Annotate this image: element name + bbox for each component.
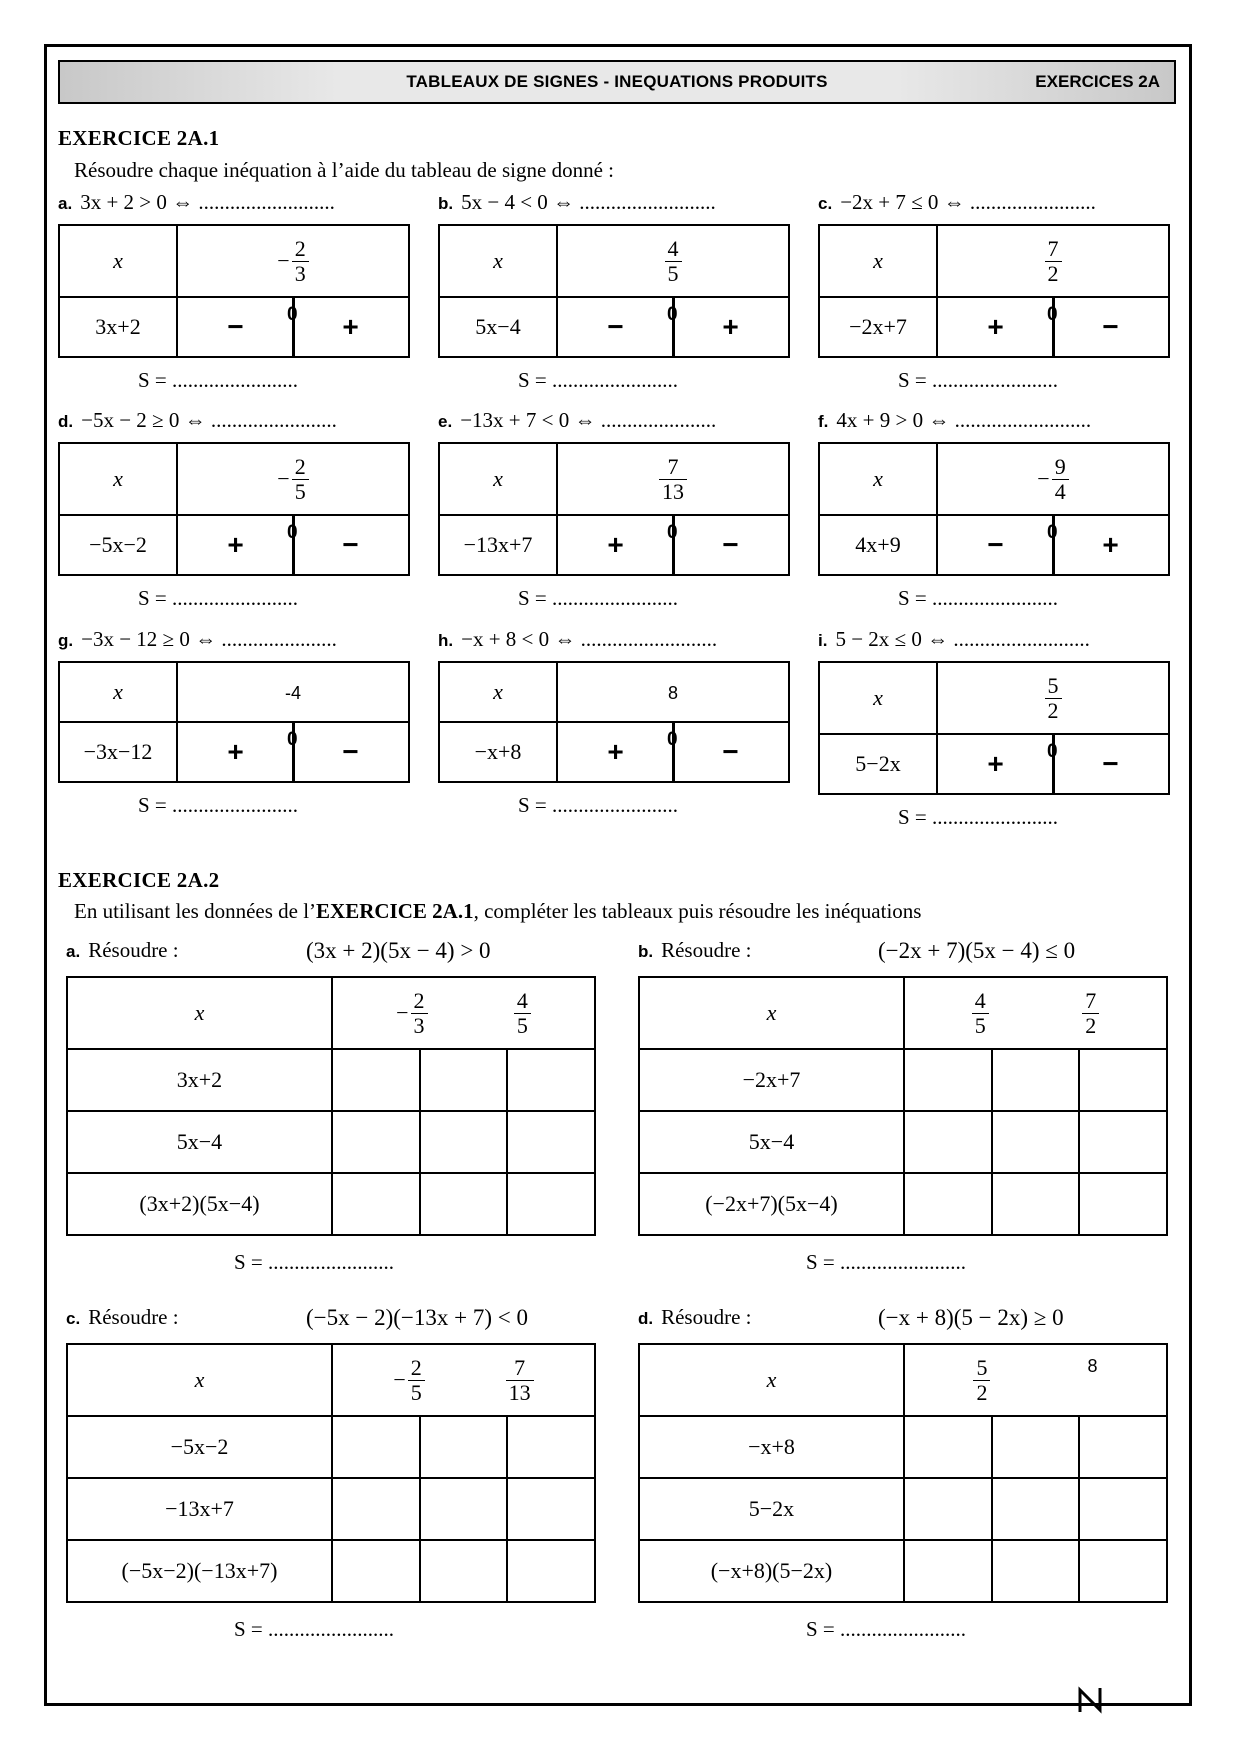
root-numerator: 7	[667, 454, 679, 480]
root-denominator: 5	[514, 1013, 531, 1037]
root-fraction	[506, 1356, 534, 1403]
root-minus: −	[1037, 466, 1050, 491]
empty-sign-cell	[992, 1540, 1080, 1602]
solution-line: S = ........................	[138, 368, 299, 392]
sign-left: +	[607, 529, 624, 560]
inequation-text: −2x + 7 ≤ 0 ⇔ ........................	[840, 190, 1096, 214]
row-expression: −13x+7	[67, 1478, 332, 1540]
x-variable: x	[113, 248, 123, 273]
root-value	[506, 1356, 534, 1403]
root-value	[1045, 673, 1062, 723]
item-letter: b.	[638, 942, 654, 961]
sign-left: +	[227, 529, 244, 560]
row-expression: 5−2x	[639, 1478, 904, 1540]
sign-right: −	[342, 529, 359, 560]
x-header	[59, 225, 177, 297]
exercise-2-intro	[74, 899, 921, 924]
exercise-2-intro-start: En utilisant les données de l’	[74, 899, 317, 923]
solution-line: S = ........................	[138, 586, 299, 610]
product-sign-table	[638, 976, 1168, 1236]
item-letter: h.	[438, 631, 454, 650]
roots-row	[905, 989, 1166, 1036]
sign-right: −	[722, 529, 739, 560]
root-fraction	[292, 237, 309, 284]
sign-table	[818, 442, 1170, 576]
empty-sign-cell	[904, 1540, 992, 1602]
zero-mark: 0	[667, 304, 678, 325]
root-value	[277, 454, 308, 504]
x-header	[439, 225, 557, 297]
root-numerator: 5	[1047, 673, 1059, 699]
inequation-label	[58, 190, 335, 215]
empty-sign-cell	[904, 1416, 992, 1478]
solution-line: S = ........................	[518, 586, 679, 610]
sign-cell	[557, 297, 789, 357]
sign-table	[818, 661, 1170, 795]
sign-left: +	[987, 748, 1004, 779]
exercise-2-title: EXERCICE 2A.2	[58, 868, 220, 892]
solution-line: S = ........................	[898, 368, 1059, 392]
roots-row	[905, 1356, 1166, 1403]
row-expression: (−x+8)(5−2x)	[639, 1540, 904, 1602]
root-fraction	[408, 1356, 425, 1403]
root-fraction	[1045, 237, 1062, 284]
x-header	[819, 662, 937, 734]
root-header	[177, 443, 409, 515]
sign-table	[58, 442, 410, 576]
solution-line: S = ........................	[898, 805, 1059, 829]
root-fraction	[1082, 989, 1099, 1036]
root-header	[557, 662, 789, 722]
sign-left: +	[227, 736, 244, 767]
x-variable: x	[873, 248, 883, 273]
sign-table	[438, 224, 790, 358]
x-variable: x	[194, 1000, 205, 1025]
sign-table	[58, 224, 410, 358]
zero-mark: 0	[1047, 304, 1058, 325]
root-header	[177, 662, 409, 722]
header-title: TABLEAUX DE SIGNES - INEQUATIONS PRODUITS	[406, 72, 828, 91]
root-numerator: 5	[976, 1355, 988, 1381]
x-header	[639, 977, 904, 1049]
root-header	[937, 443, 1169, 515]
exercise-2-label	[66, 1305, 179, 1330]
sign-right: −	[1102, 748, 1119, 779]
root-fraction	[514, 989, 531, 1036]
inequation-text: 3x + 2 > 0 ⇔ ..........................	[80, 190, 335, 214]
empty-sign-cell	[992, 1173, 1080, 1235]
row-expression: (−5x−2)(−13x+7)	[67, 1540, 332, 1602]
empty-sign-cell	[420, 1478, 508, 1540]
solution-line: S = ........................	[234, 1250, 395, 1274]
root-fraction	[973, 1356, 990, 1403]
empty-sign-cell	[332, 1540, 420, 1602]
root-header	[937, 225, 1169, 297]
sign-right: +	[722, 311, 739, 342]
root-numerator: 4	[667, 236, 679, 262]
root-numerator: 7	[1047, 236, 1059, 262]
root-numerator: 4	[974, 988, 986, 1014]
empty-sign-cell	[420, 1049, 508, 1111]
solution-line: S = ........................	[138, 793, 299, 817]
x-variable: x	[113, 679, 123, 704]
sign-cell	[557, 515, 789, 575]
root-value	[1082, 989, 1099, 1036]
root-denominator: 2	[973, 1380, 990, 1404]
expression-cell: 5−2x	[819, 734, 937, 794]
root-plain: 8	[1087, 1356, 1098, 1377]
x-header	[67, 977, 332, 1049]
sign-left: +	[987, 311, 1004, 342]
x-header	[819, 443, 937, 515]
x-variable: x	[493, 248, 503, 273]
roots-header	[904, 977, 1167, 1049]
inequation-text: 5x − 4 < 0 ⇔ ..........................	[461, 190, 716, 214]
sign-table	[438, 442, 790, 576]
sign-table	[438, 661, 790, 783]
solution-line: S = ........................	[518, 793, 679, 817]
item-letter: a.	[58, 194, 73, 213]
sign-cell	[177, 515, 409, 575]
root-fraction	[292, 455, 309, 502]
empty-sign-cell	[1079, 1173, 1167, 1235]
root-fraction	[659, 455, 687, 502]
root-value	[393, 1356, 424, 1403]
row-expression: 5x−4	[67, 1111, 332, 1173]
empty-sign-cell	[332, 1111, 420, 1173]
empty-sign-cell	[420, 1173, 508, 1235]
empty-sign-cell	[507, 1416, 595, 1478]
root-numerator: 2	[413, 988, 425, 1014]
inequation-label	[58, 408, 337, 433]
sign-left: −	[987, 529, 1004, 560]
expression-cell: −x+8	[439, 722, 557, 782]
root-denominator: 5	[972, 1013, 989, 1037]
solution-line: S = ........................	[518, 368, 679, 392]
empty-sign-cell	[507, 1049, 595, 1111]
product-inequation: (−2x + 7)(5x − 4) ≤ 0	[878, 938, 1076, 963]
row-expression: −2x+7	[639, 1049, 904, 1111]
root-numerator: 7	[1085, 988, 1097, 1014]
roots-header	[904, 1344, 1167, 1416]
exercise-2-label	[638, 938, 752, 963]
row-expression: (−2x+7)(5x−4)	[639, 1173, 904, 1235]
inequation-label	[438, 408, 716, 433]
inequation-text: −13x + 7 < 0 ⇔ ......................	[460, 408, 717, 432]
root-value	[973, 1356, 990, 1403]
root-numerator: 2	[294, 236, 306, 262]
root-fraction	[411, 989, 428, 1036]
product-inequation: (3x + 2)(5x − 4) > 0	[306, 938, 491, 963]
root-minus: −	[393, 1367, 406, 1392]
inequation-label	[818, 190, 1096, 215]
item-letter: i.	[818, 631, 828, 650]
empty-sign-cell	[507, 1111, 595, 1173]
inequation-text: 5 − 2x ≤ 0 ⇔ ..........................	[835, 627, 1090, 651]
root-value	[1045, 236, 1062, 286]
root-header	[557, 443, 789, 515]
roots-header	[332, 977, 595, 1049]
root-value	[277, 236, 308, 286]
root-numerator: 2	[410, 1355, 422, 1381]
x-variable: x	[873, 685, 883, 710]
root-value	[665, 236, 682, 286]
item-letter: g.	[58, 631, 74, 650]
sign-cell	[557, 722, 789, 782]
resoudre-label: Résoudre :	[661, 1305, 752, 1329]
expression-cell: 4x+9	[819, 515, 937, 575]
root-header	[557, 225, 789, 297]
solution-line: S = ........................	[898, 586, 1059, 610]
expression-cell: 5x−4	[439, 297, 557, 357]
root-plain: 8	[667, 683, 678, 703]
solution-line: S = ........................	[806, 1250, 967, 1274]
item-letter: c.	[818, 194, 833, 213]
exercise-2-label	[66, 938, 179, 963]
sign-cell	[177, 722, 409, 782]
x-variable: x	[873, 466, 883, 491]
sign-right: +	[1102, 529, 1119, 560]
empty-sign-cell	[332, 1478, 420, 1540]
item-letter: a.	[66, 942, 81, 961]
sign-right: −	[342, 736, 359, 767]
root-denominator: 4	[1052, 479, 1069, 503]
roots-header	[332, 1344, 595, 1416]
zero-mark: 0	[287, 304, 298, 325]
root-numerator: 7	[514, 1355, 526, 1381]
root-denominator: 13	[659, 479, 687, 503]
empty-sign-cell	[992, 1478, 1080, 1540]
empty-sign-cell	[1079, 1416, 1167, 1478]
sign-left: −	[607, 311, 624, 342]
root-value	[1037, 454, 1068, 504]
root-fraction	[972, 989, 989, 1036]
product-sign-table	[638, 1343, 1168, 1603]
root-denominator: 5	[292, 479, 309, 503]
empty-sign-cell	[1079, 1111, 1167, 1173]
sign-table	[58, 661, 410, 783]
root-value	[659, 454, 687, 504]
x-variable: x	[113, 466, 123, 491]
sign-left: −	[227, 311, 244, 342]
sign-right: +	[342, 311, 359, 342]
product-sign-table	[66, 976, 596, 1236]
root-denominator: 2	[1082, 1013, 1099, 1037]
empty-sign-cell	[904, 1111, 992, 1173]
empty-sign-cell	[1079, 1478, 1167, 1540]
roots-row	[333, 1356, 594, 1403]
root-minus: −	[277, 248, 290, 273]
empty-sign-cell	[507, 1540, 595, 1602]
sign-cell	[937, 515, 1169, 575]
root-fraction	[1045, 674, 1062, 721]
root-header	[937, 662, 1169, 734]
x-variable: x	[766, 1367, 777, 1392]
exercise-2-intro-end: , compléter les tableaux puis résoudre les inéquations	[473, 899, 922, 923]
item-letter: b.	[438, 194, 454, 213]
empty-sign-cell	[992, 1111, 1080, 1173]
x-header	[67, 1344, 332, 1416]
inequation-label	[818, 627, 1090, 652]
resoudre-label: Résoudre :	[661, 938, 752, 962]
inequation-text: 4x + 9 > 0 ⇔ ..........................	[836, 408, 1092, 432]
x-variable: x	[493, 679, 503, 704]
sign-cell	[937, 297, 1169, 357]
item-letter: c.	[66, 1309, 81, 1328]
root-value	[396, 989, 427, 1036]
root-numerator: 2	[294, 454, 306, 480]
sign-right: −	[1102, 311, 1119, 342]
root-header	[177, 225, 409, 297]
resoudre-label: Résoudre :	[88, 938, 179, 962]
root-denominator: 13	[506, 1380, 534, 1404]
row-expression: 5x−4	[639, 1111, 904, 1173]
empty-sign-cell	[507, 1478, 595, 1540]
empty-sign-cell	[904, 1173, 992, 1235]
header-badge: EXERCICES 2A	[1035, 72, 1160, 91]
row-expression: −5x−2	[67, 1416, 332, 1478]
empty-sign-cell	[332, 1173, 420, 1235]
item-letter: e.	[438, 412, 453, 431]
sign-table	[818, 224, 1170, 358]
resoudre-label: Résoudre :	[88, 1305, 179, 1329]
zero-mark: 0	[667, 522, 678, 543]
empty-sign-cell	[507, 1173, 595, 1235]
expression-cell: −13x+7	[439, 515, 557, 575]
root-value	[514, 989, 531, 1036]
zero-mark: 0	[287, 729, 298, 750]
expression-cell: −2x+7	[819, 297, 937, 357]
sign-right: −	[722, 736, 739, 767]
inequation-text: −5x − 2 ≥ 0 ⇔ ........................	[81, 408, 337, 432]
zero-mark: 0	[1047, 522, 1058, 543]
item-letter: d.	[638, 1309, 654, 1328]
empty-sign-cell	[992, 1416, 1080, 1478]
inequation-label	[438, 190, 716, 215]
product-sign-table	[66, 1343, 596, 1603]
product-inequation: (−5x − 2)(−13x + 7) < 0	[306, 1305, 528, 1330]
root-fraction	[665, 237, 682, 284]
sign-cell	[177, 297, 409, 357]
x-header	[59, 443, 177, 515]
root-numerator: 4	[516, 988, 528, 1014]
zero-mark: 0	[287, 522, 298, 543]
exercise-1-title: EXERCICE 2A.1	[58, 126, 220, 150]
empty-sign-cell	[904, 1478, 992, 1540]
expression-cell: −3x−12	[59, 722, 177, 782]
empty-sign-cell	[420, 1111, 508, 1173]
root-minus: −	[277, 466, 290, 491]
inequation-label	[818, 408, 1091, 433]
inequation-label	[58, 627, 337, 652]
inequation-text: −3x − 12 ≥ 0 ⇔ ......................	[81, 627, 337, 651]
solution-line: S = ........................	[806, 1617, 967, 1641]
empty-sign-cell	[420, 1540, 508, 1602]
empty-sign-cell	[420, 1416, 508, 1478]
empty-sign-cell	[1079, 1540, 1167, 1602]
x-header	[59, 662, 177, 722]
exercise-2-intro-ref: EXERCICE 2A.1	[316, 899, 474, 923]
empty-sign-cell	[1079, 1049, 1167, 1111]
x-header	[639, 1344, 904, 1416]
solution-line: S = ........................	[234, 1617, 395, 1641]
empty-sign-cell	[332, 1049, 420, 1111]
expression-cell: 3x+2	[59, 297, 177, 357]
root-denominator: 2	[1045, 261, 1062, 285]
product-inequation: (−x + 8)(5 − 2x) ≥ 0	[878, 1305, 1064, 1330]
empty-sign-cell	[332, 1416, 420, 1478]
exercise-1-intro: Résoudre chaque inéquation à l’aide du tableau de signe donné :	[74, 158, 614, 182]
root-denominator: 2	[1045, 698, 1062, 722]
root-denominator: 5	[665, 261, 682, 285]
x-header	[819, 225, 937, 297]
root-numerator: 9	[1054, 454, 1066, 480]
row-expression: −x+8	[639, 1416, 904, 1478]
empty-sign-cell	[904, 1049, 992, 1111]
inequation-text: −x + 8 < 0 ⇔ ..........................	[461, 627, 718, 651]
sign-cell	[937, 734, 1169, 794]
empty-sign-cell	[992, 1049, 1080, 1111]
item-letter: f.	[818, 412, 829, 431]
root-denominator: 5	[408, 1380, 425, 1404]
exercise-2-label	[638, 1305, 752, 1330]
page-header	[58, 60, 1176, 104]
x-header	[439, 443, 557, 515]
inequation-label	[438, 627, 717, 652]
x-variable: x	[493, 466, 503, 491]
zero-mark: 0	[667, 729, 678, 750]
root-value	[972, 989, 989, 1036]
roots-row	[333, 989, 594, 1036]
root-fraction	[1052, 455, 1069, 502]
x-variable: x	[766, 1000, 777, 1025]
x-variable: x	[194, 1367, 205, 1392]
expression-cell: −5x−2	[59, 515, 177, 575]
row-expression: (3x+2)(5x−4)	[67, 1173, 332, 1235]
root-plain: -4	[284, 683, 301, 703]
zero-mark: 0	[1047, 741, 1058, 762]
sign-left: +	[607, 736, 624, 767]
root-denominator: 3	[292, 261, 309, 285]
root-minus: −	[396, 1000, 409, 1025]
item-letter: d.	[58, 412, 74, 431]
root-denominator: 3	[411, 1013, 428, 1037]
page-corner-mark	[1076, 1684, 1106, 1714]
row-expression: 3x+2	[67, 1049, 332, 1111]
x-header	[439, 662, 557, 722]
